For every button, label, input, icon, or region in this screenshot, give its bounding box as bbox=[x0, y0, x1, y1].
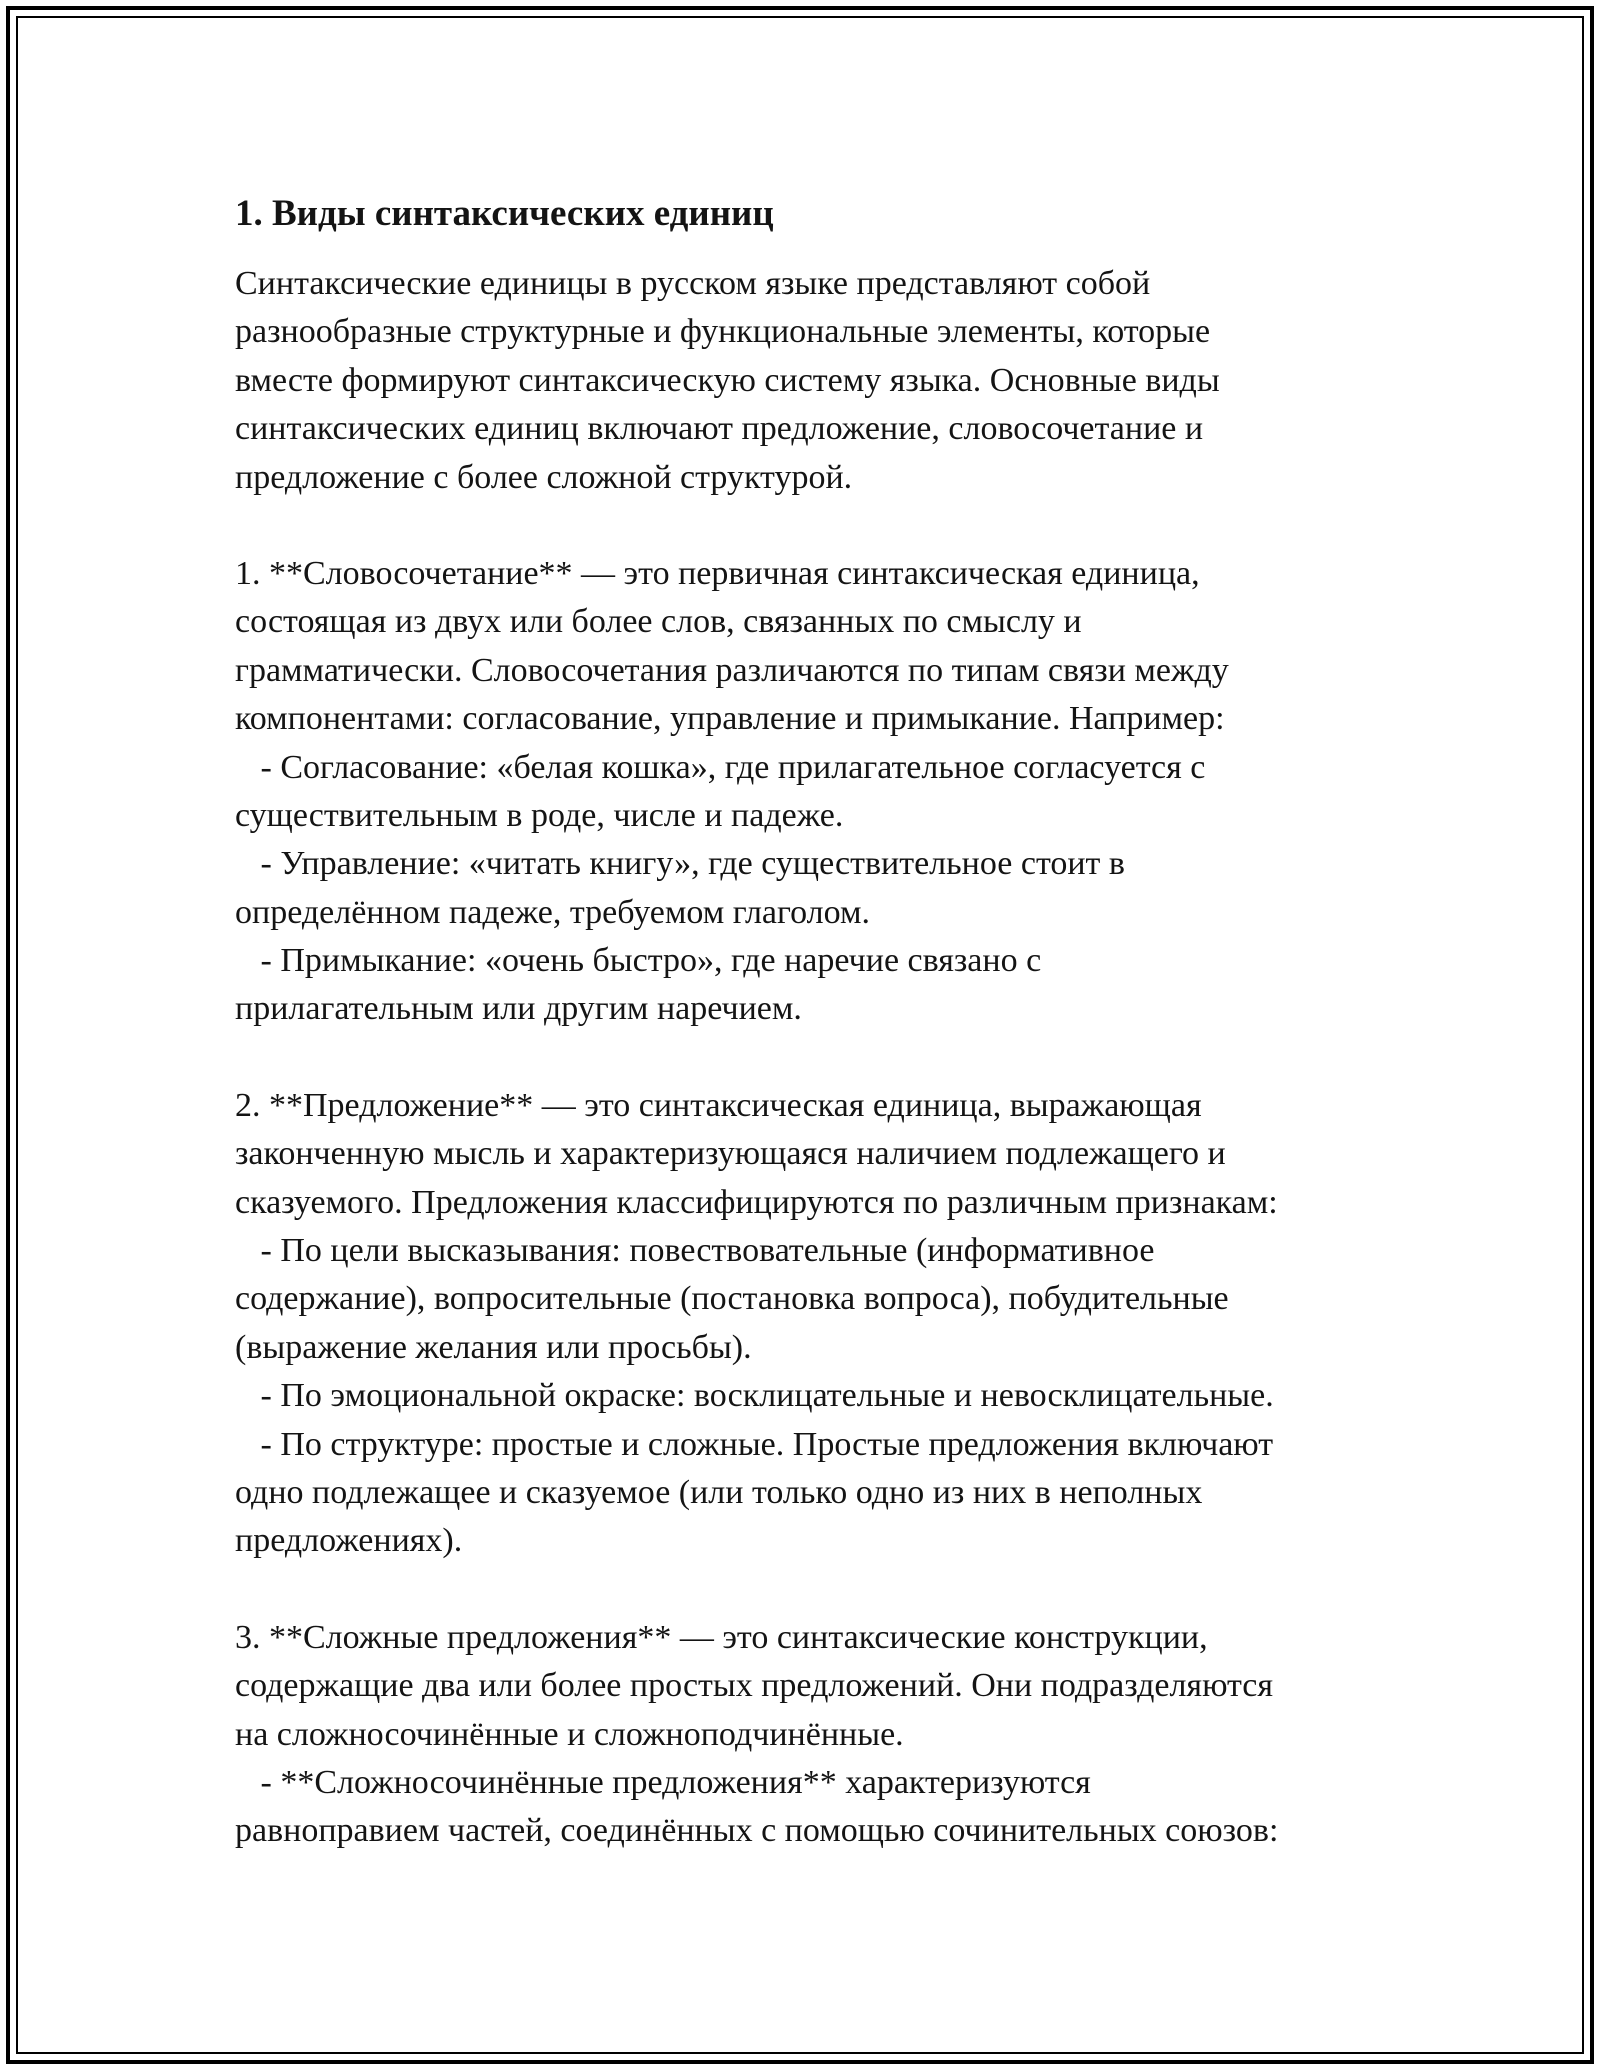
text-line: сказуемого. Предложения классифицируются по различным признакам: bbox=[235, 1183, 1278, 1221]
document-page bbox=[235, 190, 1375, 1904]
text-line: - По структуре: простые и сложные. Простые предложения включают bbox=[235, 1425, 1274, 1463]
text-line: - Согласование: «белая кошка», где прилагательное согласуется с bbox=[235, 748, 1206, 786]
text-line: равноправием частей, соединённых с помощью сочинительных союзов: bbox=[235, 1812, 1279, 1850]
text-line: прилагательным или другим наречием. bbox=[235, 990, 802, 1028]
text-line: - Управление: «читать книгу», где существительное стоит в bbox=[235, 845, 1125, 883]
text-line: (выражение желания или просьбы). bbox=[235, 1328, 752, 1366]
text-line: предложение с более сложной структурой. bbox=[235, 458, 853, 496]
paragraph-sentence bbox=[235, 1082, 1375, 1566]
text-line: на сложносочинённые и сложноподчинённые. bbox=[235, 1715, 904, 1753]
text-line: - По цели высказывания: повествовательные (информативное bbox=[235, 1232, 1155, 1270]
text-line: 3. **Сложные предложения** — это синтаксические конструкции, bbox=[235, 1618, 1208, 1656]
text-line: одно подлежащее и сказуемое (или только одно из них в неполных bbox=[235, 1473, 1203, 1511]
paragraph-intro bbox=[235, 260, 1375, 502]
text-line: - Примыкание: «очень быстро», где наречие связано с bbox=[235, 942, 1042, 980]
text-line: существительным в роде, числе и падеже. bbox=[235, 796, 844, 834]
text-line: вместе формируют синтаксическую систему языка. Основные виды bbox=[235, 361, 1220, 399]
text-line: компонентами: согласование, управление и примыкание. Например: bbox=[235, 700, 1225, 738]
section-heading: 1. Виды синтаксических единиц bbox=[235, 193, 774, 234]
text-line: 2. **Предложение** — это синтаксическая единица, выражающая bbox=[235, 1086, 1202, 1124]
text-line: разнообразные структурные и функциональные элементы, которые bbox=[235, 313, 1211, 351]
paragraph-complex-sentence bbox=[235, 1614, 1375, 1856]
text-line: содержание), вопросительные (постановка вопроса), побудительные bbox=[235, 1280, 1229, 1318]
text-line: - По эмоциональной окраске: восклицательные и невосклицательные. bbox=[235, 1377, 1274, 1415]
text-line: - **Сложносочинённые предложения** характеризуются bbox=[235, 1763, 1091, 1801]
text-line: содержащие два или более простых предложений. Они подразделяются bbox=[235, 1667, 1274, 1705]
text-line: Синтаксические единицы в русском языке представляют собой bbox=[235, 265, 1151, 302]
text-line: законченную мысль и характеризующаяся наличием подлежащего и bbox=[235, 1135, 1226, 1173]
text-line: синтаксических единиц включают предложение, словосочетание и bbox=[235, 410, 1204, 448]
text-line: состоящая из двух или более слов, связанных по смыслу и bbox=[235, 603, 1082, 641]
text-line: определённом падеже, требуемом глаголом. bbox=[235, 893, 871, 931]
text-line: 1. **Словосочетание** — это первичная синтаксическая единица, bbox=[235, 554, 1200, 592]
text-line: грамматически. Словосочетания различаются по типам связи между bbox=[235, 651, 1229, 689]
paragraph-phrase bbox=[235, 550, 1375, 1034]
text-line: предложениях). bbox=[235, 1522, 463, 1560]
